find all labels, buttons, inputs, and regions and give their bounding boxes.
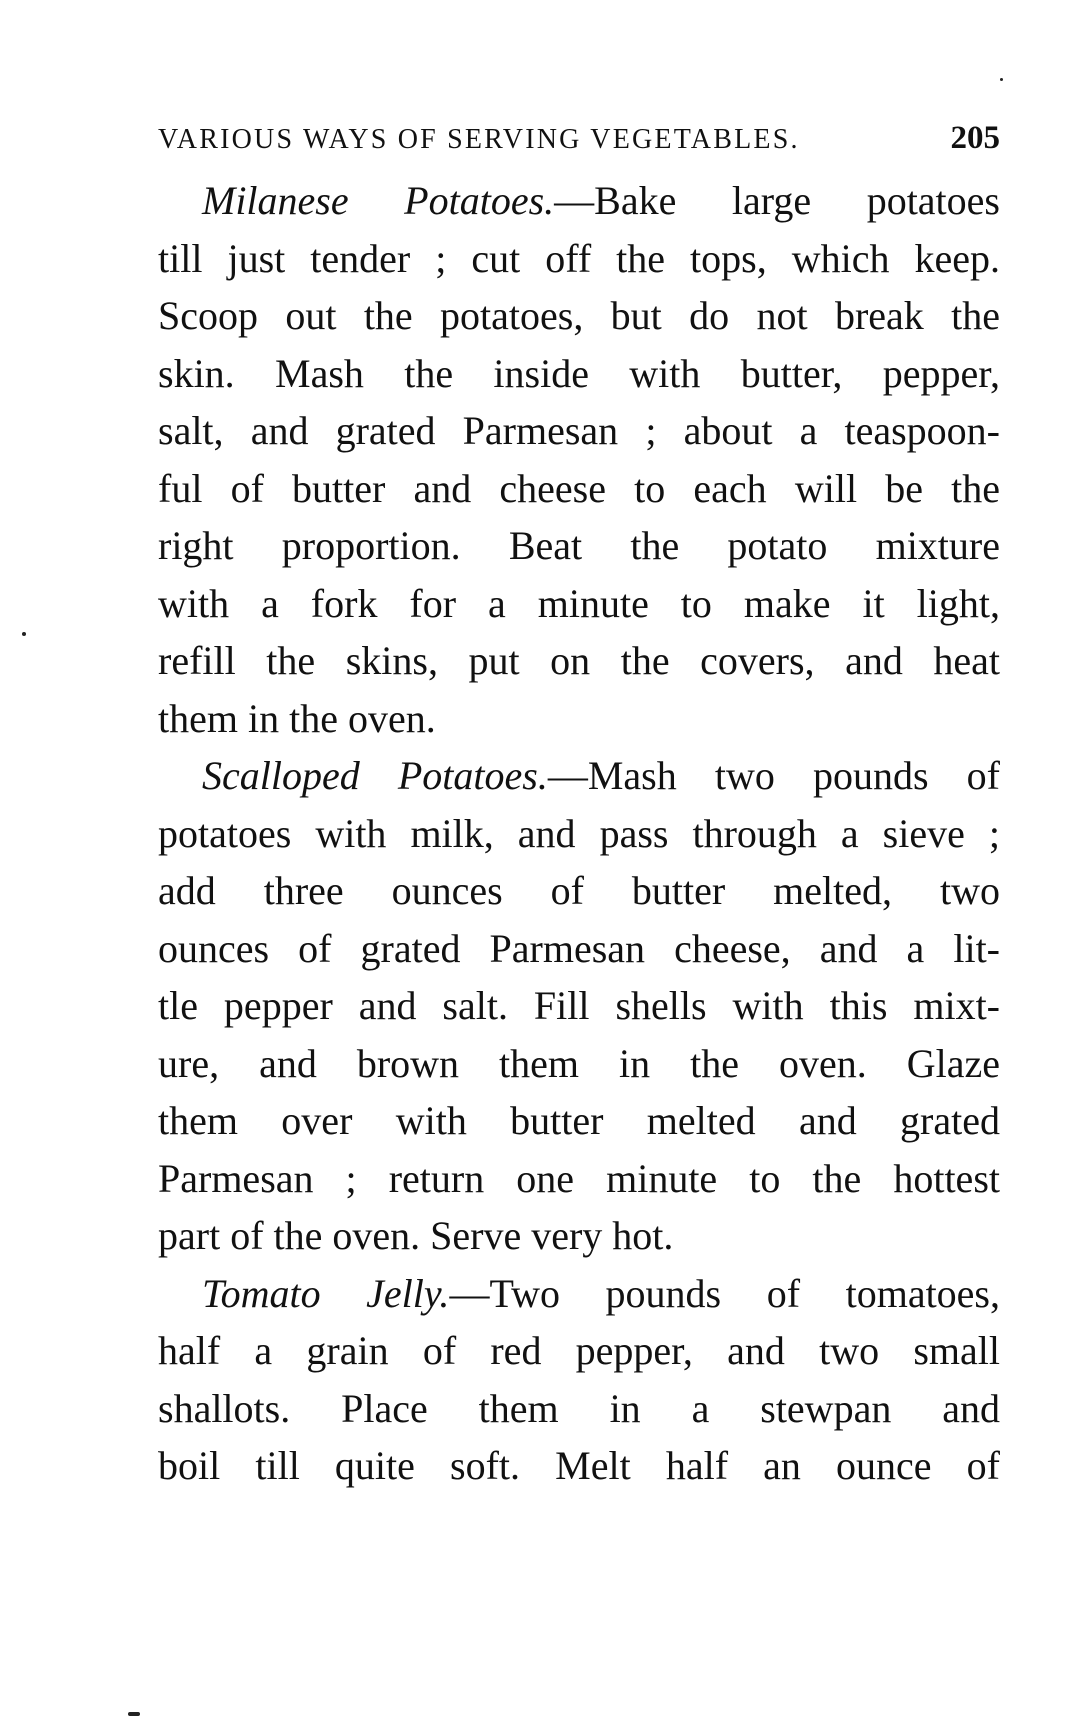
recipe-text: —Mash two pounds of xyxy=(547,753,1000,798)
text-line: ful of butter and cheese to each will be the xyxy=(158,465,1000,511)
scan-speck xyxy=(1000,78,1003,81)
scan-speck xyxy=(22,632,26,636)
running-head xyxy=(158,118,1000,160)
text-line: ounces of grated Parmesan cheese, and a lit- xyxy=(158,925,1000,971)
text-line: till just tender ; cut off the tops, which keep. xyxy=(158,235,1000,281)
text-line: part of the oven. Serve very hot. xyxy=(158,1213,674,1258)
text-line: Parmesan ; return one minute to the hottest xyxy=(158,1155,1000,1201)
recipe-tomato-jelly xyxy=(158,1265,1000,1495)
text-line: refill the skins, put on the covers, and heat xyxy=(158,638,1000,683)
page-number: 205 xyxy=(950,120,1000,156)
text-line: right proportion. Beat the potato mixture xyxy=(158,523,1000,568)
text-line: Scoop out the potatoes, but do not break the xyxy=(158,293,1000,338)
text-line: salt, and grated Parmesan ; about a teaspoon- xyxy=(158,408,1000,453)
text-line: skin. Mash the inside with butter, pepper, xyxy=(158,350,1000,396)
text-line: shallots. Place them in a stewpan and xyxy=(158,1385,1000,1431)
text-line: add three ounces of butter melted, two xyxy=(158,868,1000,913)
recipe-milanese-potatoes xyxy=(158,172,1000,747)
text-line: tle pepper and salt. Fill shells with this mixt- xyxy=(158,983,1000,1028)
scan-speck xyxy=(128,1712,140,1716)
text-line: ure, and brown them in the oven. Glaze xyxy=(158,1040,1000,1086)
recipe-scalloped-potatoes xyxy=(158,747,1000,1265)
text-line: them in the oven. xyxy=(158,695,436,741)
text-line: boil till quite soft. Melt half an ounce of xyxy=(158,1443,1000,1488)
text-line: half a grain of red pepper, and two small xyxy=(158,1328,1000,1373)
page-content xyxy=(158,118,1000,1495)
paragraph-first-line xyxy=(158,172,1000,230)
recipe-text: —Bake large potatoes xyxy=(554,178,1000,223)
text-line: potatoes with milk, and pass through a sieve ; xyxy=(158,810,1000,856)
paragraph-first-line xyxy=(158,1265,1000,1323)
running-title: VARIOUS WAYS OF SERVING VEGETABLES. xyxy=(158,124,800,155)
text-line: with a fork for a minute to make it light, xyxy=(158,580,1000,626)
recipe-title: Scalloped Potatoes. xyxy=(202,753,548,798)
recipe-title: Milanese Potatoes. xyxy=(202,178,555,223)
paragraph-first-line xyxy=(158,747,1000,805)
recipe-text: —Two pounds of tomatoes, xyxy=(449,1270,1000,1316)
recipe-title: Tomato Jelly. xyxy=(202,1270,450,1316)
text-line: them over with butter melted and grated xyxy=(158,1098,1000,1143)
